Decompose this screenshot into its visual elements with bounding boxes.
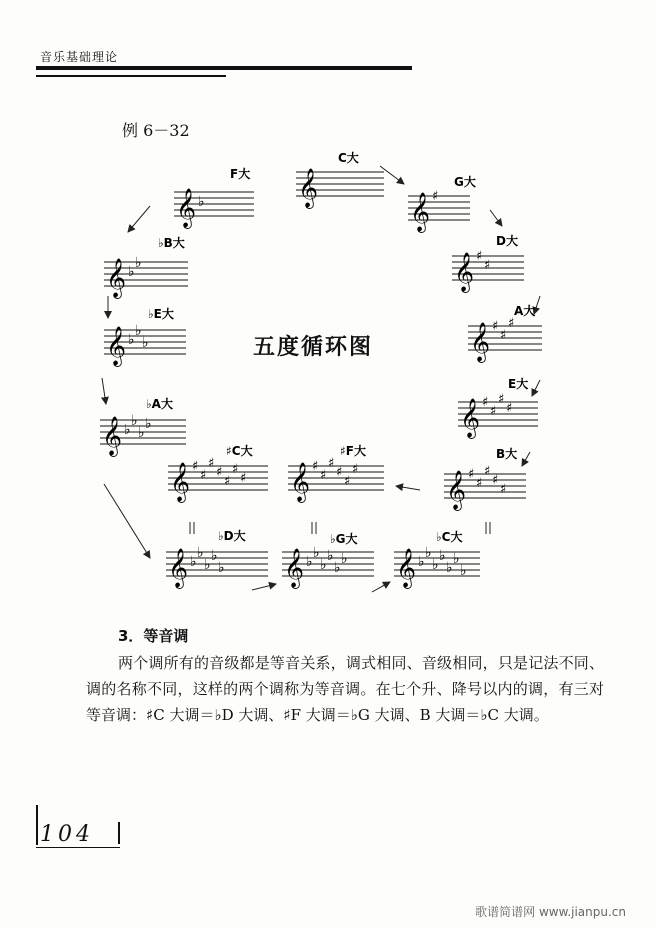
key-signature-Db [166, 528, 268, 589]
diagram-staves [100, 150, 542, 589]
flat-icon: ♭ [124, 422, 131, 438]
flat-icon: ♭ [135, 255, 142, 271]
key-label-Cs: ♯C大 [226, 444, 253, 458]
sharp-icon: ♯ [476, 476, 483, 491]
sharp-icon: ♯ [492, 473, 499, 488]
key-label-Cb: ♭C大 [436, 530, 463, 544]
flat-icon: ♭ [128, 332, 135, 348]
key-label-F: F大 [230, 167, 251, 181]
sharp-icon: ♯ [500, 482, 507, 497]
key-signature-Bb [104, 235, 188, 299]
flat-icon: ♭ [197, 545, 204, 561]
treble-clef-icon: 𝄞 [168, 548, 189, 588]
flat-icon: ♭ [327, 548, 334, 564]
sharp-icon: ♯ [224, 474, 231, 489]
sharp-icon: ♯ [320, 468, 327, 483]
sharp-icon: ♯ [232, 462, 239, 477]
key-label-C: C大 [338, 151, 359, 165]
flat-icon: ♭ [211, 548, 218, 564]
arrow-connector [396, 486, 420, 490]
key-signature-A [468, 303, 542, 363]
key-label-Db: ♭D大 [218, 529, 246, 543]
key-label-D: D大 [496, 234, 518, 248]
treble-clef-icon: 𝄞 [298, 168, 319, 208]
arrow-connector [522, 452, 530, 466]
arrow-connector [490, 210, 502, 226]
flat-icon: ♭ [204, 557, 211, 573]
key-signature-G [408, 174, 476, 233]
key-signature-Eb [104, 306, 186, 367]
key-label-Fs: ♯F大 [340, 444, 367, 458]
sharp-icon: ♯ [476, 249, 483, 264]
treble-clef-icon: 𝄞 [454, 252, 475, 292]
sharp-icon: ♯ [508, 316, 515, 331]
treble-clef-icon: 𝄞 [470, 322, 491, 362]
flat-icon: ♭ [128, 264, 135, 280]
key-label-E: E大 [508, 377, 529, 391]
sharp-icon: ♯ [200, 468, 207, 483]
key-signature-B [444, 446, 526, 511]
diagram-arrows [102, 166, 540, 592]
flat-icon: ♭ [432, 557, 439, 573]
diagram-title: 五度循环图 [253, 335, 374, 360]
sharp-icon: ♯ [484, 464, 491, 479]
sharp-icon: ♯ [492, 319, 499, 334]
key-signature-Ab [100, 396, 186, 457]
treble-clef-icon: 𝄞 [446, 470, 467, 510]
flat-icon: ♭ [306, 554, 313, 570]
treble-clef-icon: 𝄞 [284, 548, 305, 588]
key-label-A: A大 [514, 304, 536, 318]
arrow-connector [380, 166, 404, 184]
key-signature-D [452, 233, 524, 293]
flat-icon: ♭ [439, 548, 446, 564]
treble-clef-icon: 𝄞 [460, 398, 481, 438]
treble-clef-icon: 𝄞 [176, 188, 197, 228]
flat-icon: ♭ [135, 323, 142, 339]
sharp-icon: ♯ [468, 467, 475, 482]
key-signature-Cb [394, 529, 480, 589]
arrow-connector [102, 378, 106, 404]
treble-clef-icon: 𝄞 [106, 258, 127, 298]
arrow-connector [252, 584, 276, 590]
sharp-icon: ♯ [336, 465, 343, 480]
sharp-icon: ♯ [498, 392, 505, 407]
sharp-icon: ♯ [192, 459, 199, 474]
page-number-rule-left [36, 805, 38, 845]
page-number: 104 [40, 822, 94, 847]
running-header: 音乐基础理论 [40, 50, 119, 64]
key-label-Eb: ♭E大 [148, 307, 174, 321]
key-signature-C [296, 150, 384, 209]
flat-icon: ♭ [190, 554, 197, 570]
flat-icon: ♭ [131, 413, 138, 429]
sharp-icon: ♯ [216, 465, 223, 480]
key-signature-Gb [282, 531, 374, 589]
treble-clef-icon: 𝄞 [290, 462, 311, 502]
flat-icon: ♭ [446, 560, 453, 576]
flat-icon: ♭ [218, 560, 225, 576]
flat-icon: ♭ [453, 551, 460, 567]
treble-clef-icon: 𝄞 [106, 326, 127, 366]
treble-clef-icon: 𝄞 [410, 192, 431, 232]
key-signature-Cs [168, 443, 268, 503]
flat-icon: ♭ [142, 335, 149, 351]
example-label: 例 6－32 [122, 121, 190, 140]
key-label-Ab: ♭A大 [146, 397, 173, 411]
flat-icon: ♭ [460, 563, 467, 579]
sharp-icon: ♯ [344, 474, 351, 489]
treble-clef-icon: 𝄞 [170, 462, 191, 502]
watermark: 歌谱简谱网 www.jianpu.cn [475, 905, 626, 919]
flat-icon: ♭ [418, 554, 425, 570]
page-number-underline [36, 847, 120, 848]
flat-icon: ♭ [341, 551, 348, 567]
arrow-connector [372, 582, 390, 592]
section-paragraph: 两个调所有的音级都是等音关系，调式相同、音级相同，只是记法不同、调的名称不同，这样的两个调称为等音调。在七个升、降号以内的调，有三对等音调：♯C 大调＝♭D 大调、♯F 大调＝♭G 大调、B 大调＝♭C 大调。 [86, 654, 604, 724]
key-signature-E [458, 376, 538, 439]
key-label-B: B大 [496, 447, 518, 461]
sharp-icon: ♯ [208, 456, 215, 471]
sharp-icon: ♯ [482, 395, 489, 410]
key-label-Gb: ♭G大 [330, 532, 358, 546]
flat-icon: ♭ [425, 545, 432, 561]
page-number-rule-right [118, 822, 120, 844]
sharp-icon: ♯ [490, 404, 497, 419]
sharp-icon: ♯ [312, 459, 319, 474]
arrow-connector [104, 484, 150, 558]
key-label-G: G大 [454, 175, 476, 189]
section-heading: 3．等音调 [118, 627, 189, 645]
flat-icon: ♭ [138, 425, 145, 441]
flat-icon: ♭ [313, 545, 320, 561]
flat-icon: ♭ [145, 416, 152, 432]
sharp-icon: ♯ [500, 328, 507, 343]
treble-clef-icon: 𝄞 [102, 416, 123, 456]
sharp-icon: ♯ [484, 258, 491, 273]
sharp-icon: ♯ [328, 456, 335, 471]
key-label-Bb: ♭B大 [158, 236, 185, 250]
flat-icon: ♭ [198, 194, 205, 210]
sharp-icon: ♯ [240, 471, 247, 486]
sharp-icon: ♯ [432, 189, 439, 204]
key-signature-Fs [288, 443, 384, 503]
flat-icon: ♭ [334, 560, 341, 576]
arrow-connector [532, 380, 540, 396]
treble-clef-icon: 𝄞 [396, 548, 417, 588]
sharp-icon: ♯ [506, 401, 513, 416]
sharp-icon: ♯ [352, 462, 359, 477]
flat-icon: ♭ [320, 557, 327, 573]
arrow-connector [128, 206, 150, 232]
key-signature-F [174, 166, 254, 229]
